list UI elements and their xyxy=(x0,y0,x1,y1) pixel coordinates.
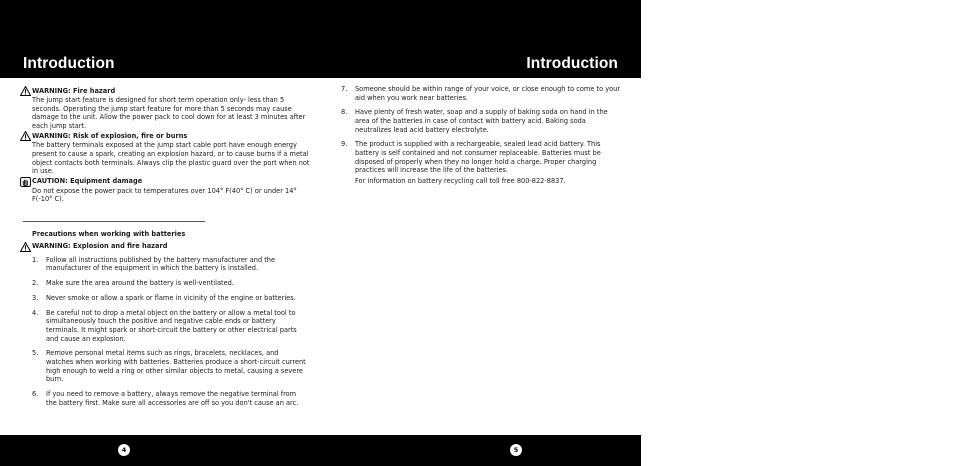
caution-equipment-damage xyxy=(20,177,310,204)
left-footer-bar xyxy=(0,435,321,466)
warning-triangle-icon xyxy=(20,131,31,141)
left-page-title: Introduction xyxy=(23,55,115,72)
caution-hand-icon xyxy=(20,177,31,187)
list-item: 2. Make sure the area around the battery is well-ventilated. xyxy=(32,279,234,288)
list-item: 1. Follow all instructions published by the battery manufacturer and the manufacturer of the equipment in which the battery is installed. xyxy=(32,255,276,273)
precautions-list xyxy=(20,256,310,408)
section-warning xyxy=(20,242,310,252)
warning-heading: WARNING: Fire hazard xyxy=(32,86,116,95)
list-item: 7. Someone should be within range of your voice, or close enough to come to your aid when you work near batteries. xyxy=(341,85,621,102)
warning-body: The battery terminals exposed at the jump start cable port have enough energy present to cause a spark, creating an explosion hazard, or to cause burns if a metal object contacts both terminals. Always clip the plastic guard over the port when not in use. xyxy=(32,141,310,176)
caution-heading: CAUTION: Equipment damage xyxy=(32,177,143,186)
list-item: 6. If you need to remove a battery, always remove the negative terminal from the battery first. Make sure all accessories are off so you don't cause an arc. xyxy=(32,390,299,407)
warning-body: The jump start feature is designed for short term operation only- less than 5 seconds. Operating the jump start feature for more than 5 seconds may cause damage to the unit. Allow the power pack to cool down for at least 3 minutes after each jump start. xyxy=(32,96,306,130)
warning-triangle-icon xyxy=(20,242,31,252)
right-footer-bar xyxy=(321,435,641,466)
section-warning-heading: WARNING: Explosion and fire hazard xyxy=(32,242,168,251)
right-page xyxy=(321,0,641,466)
warning-explosion-fire-burns xyxy=(20,131,310,175)
page-number-badge: 4 xyxy=(118,444,130,456)
recycling-note: For information on battery recycling call toll free 800-822-8837. xyxy=(355,176,566,185)
warning-heading: WARNING: Risk of explosion, fire or burns xyxy=(32,132,188,141)
list-item: 9. The product is supplied with a rechargeable, sealed lead acid battery. This battery is self contained and not consumer replaceable. Batteries must be disposed of properly when they no longer hold a charge. Proper charging practices will increase the life of the batteries. xyxy=(341,140,601,175)
right-header-bar xyxy=(321,0,641,78)
section-title: Precautions when working with batteries xyxy=(32,229,186,238)
left-header-bar xyxy=(0,0,321,78)
right-page-title: Introduction xyxy=(526,55,618,72)
warning-fire-hazard xyxy=(20,86,310,130)
list-item: 4. Be careful not to drop a metal object on the battery or allow a metal tool to simultaneously touch the positive and negative cable ends or battery terminals. It might spark or short-circuit the battery or other electrical parts and cause an explosion. xyxy=(32,308,297,343)
list-item: 3. Never smoke or allow a spark or flame in vicinity of the engine or batteries. xyxy=(32,293,296,302)
left-content xyxy=(20,86,310,414)
page-number-badge: 5 xyxy=(510,444,522,456)
list-item: 8. Have plenty of fresh water, soap and a supply of baking soda on hand in the area of the batteries in case of contact with battery acid. Baking soda neutralizes lead acid battery electrolyte. xyxy=(341,108,608,134)
right-content xyxy=(337,85,627,185)
section-divider xyxy=(23,221,205,222)
list-item: 5. Remove personal metal items such as rings, bracelets, necklaces, and watches when working with batteries. Batteries produce a short-circuit current high enough to weld a ring or other similar objects to metal, causing a severe burn. xyxy=(32,349,306,384)
caution-body: Do not expose the power pack to temperatures over 104° F(40° C) or under 14° F(-10° C). xyxy=(32,186,297,204)
left-page xyxy=(0,0,321,466)
precautions-list-continued xyxy=(337,85,627,175)
blank-area xyxy=(641,0,954,466)
warning-triangle-icon xyxy=(20,86,31,96)
